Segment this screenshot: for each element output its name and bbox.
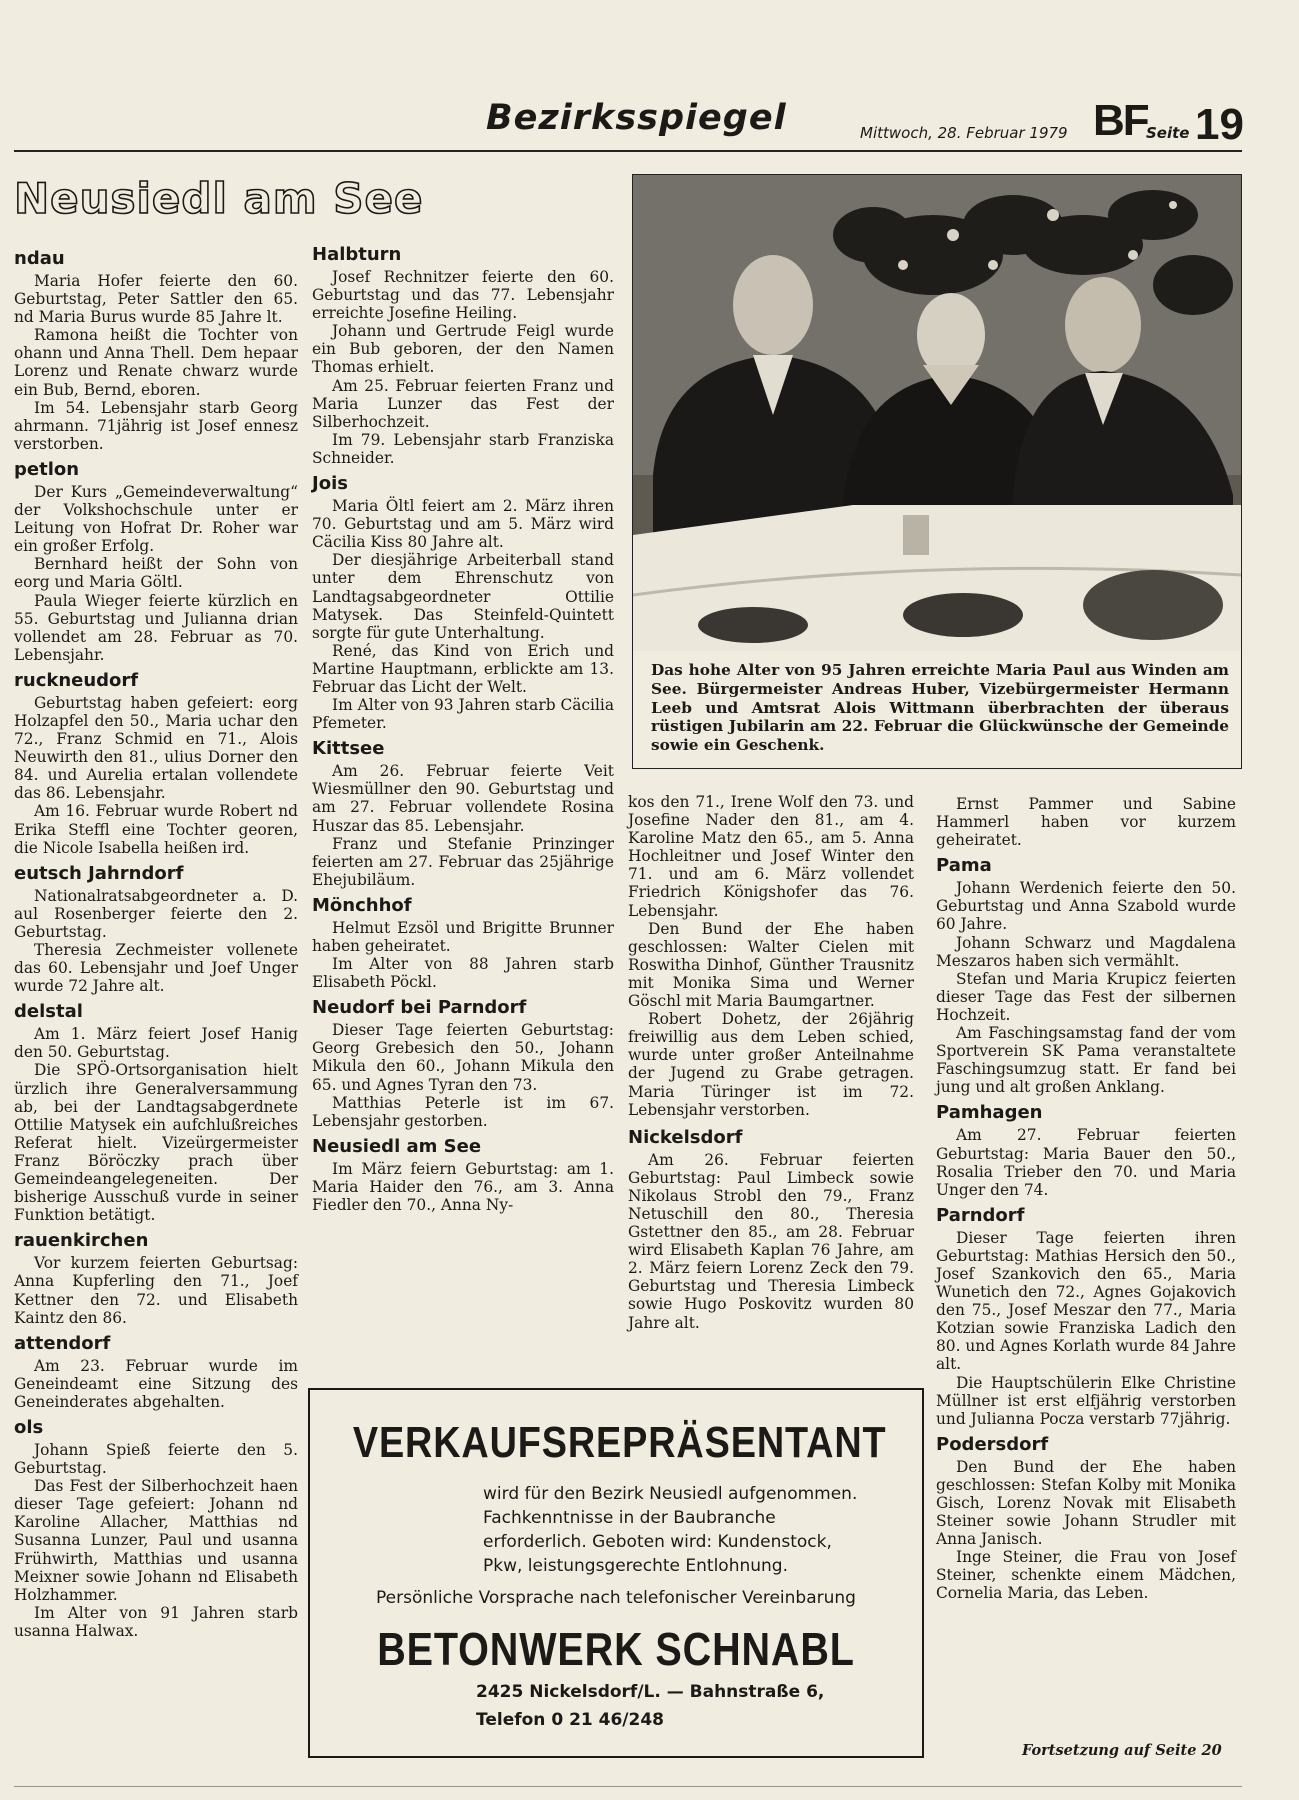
news-paragraph: Ramona heißt die Tochter von ohann und Anna Thell. Dem hepaar Lorenz und Renate chwarz wurde ein Bub, Bernd, eboren.	[14, 326, 298, 399]
local-heading: Neudorf bei Parndorf	[312, 997, 527, 1019]
local-heading: Nickelsdorf	[628, 1126, 743, 1148]
news-paragraph: Am 1. März feiert Josef Hanig den 50. Geburtstag.	[14, 1025, 298, 1062]
news-paragraph: Theresia Zechmeister vollenete das 60. Lebensjahr und Joef Unger wurde 72 Jahre alt.	[14, 941, 298, 996]
jubilee-photo	[633, 175, 1241, 651]
news-paragraph: Johann und Gertrude Feigl wurde ein Bub geboren, der den Namen Thomas erhielt.	[312, 322, 614, 377]
news-paragraph: Der diesjährige Arbeiterball stand unter dem Ehrenschutz von Landtagsabgeordneter Ottilie Matysek. Das Steinfeld-Quintett sorgte für gute Unterhaltung.	[312, 551, 614, 642]
news-paragraph: Im 54. Lebensjahr starb Georg ahrmann. 71jährig ist Josef ennesz verstorben.	[14, 398, 298, 453]
news-paragraph: Im März feiern Geburtstag: am 1. Maria Haider den 76., am 3. Anna Fiedler den 70., Anna Ny-	[312, 1159, 614, 1215]
local-heading: petlon	[14, 458, 80, 480]
column-4	[936, 795, 1236, 1603]
photo-box	[632, 174, 1242, 769]
news-paragraph: Am 23. Februar wurde im Geneindeamt eine Sitzung des Geneinderates abgehalten.	[14, 1356, 298, 1411]
news-paragraph: Helmut Ezsöl und Brigitte Brunner haben geheiratet.	[312, 918, 614, 955]
news-paragraph: Inge Steiner, die Frau von Josef Steiner, schenkte einem Mädchen, Cornelia Maria, das Leben.	[936, 1548, 1236, 1603]
local-heading: eutsch Jahrndorf	[14, 862, 184, 884]
local-heading: Pamhagen	[936, 1102, 1043, 1124]
news-paragraph: Dieser Tage feierten Geburtstag: Georg Grebesich den 50., Johann Mikula den 60., Johann Mikula den 65. und Agnes Tyran den 73.	[312, 1021, 614, 1094]
news-paragraph: Am 16. Februar wurde Robert nd Erika Steffl eine Tochter georen, die Nicole Isabella heißen ird.	[14, 802, 298, 857]
local-heading: ols	[14, 1416, 44, 1438]
news-paragraph: Der Kurs „Gemeindeverwaltung“ der Volkshochschule unter er Leitung von Hofrat Dr. Roher war ein großer Erfolg.	[14, 482, 298, 556]
news-paragraph: Das Fest der Silberhochzeit haen dieser Tage gefeiert: Johann nd Karoline Allacher, Matthias nd Susanna Lunzer, Paul und usanna Frühwirth, Matthias und usanna Meixner sowie Johann nd Elisabeth Holzhammer.	[14, 1477, 298, 1604]
news-paragraph: Josef Rechnitzer feierte den 60. Geburtstag und das 77. Lebensjahr erreichte Josefine Heiling.	[312, 268, 614, 323]
local-heading: Parndorf	[936, 1204, 1025, 1226]
news-paragraph: Ernst Pammer und Sabine Hammerl haben vor kurzem geheiratet.	[936, 795, 1236, 850]
newspaper-logo: BF	[1093, 96, 1148, 145]
news-paragraph: Johann Werdenich feierte den 50. Geburtstag und Anna Szabold wurde 60 Jahre.	[936, 879, 1236, 934]
local-heading: delstal	[14, 1001, 83, 1023]
news-paragraph: Franz und Stefanie Prinzinger feierten am 27. Februar das 25jährige Ehejubiläum.	[312, 834, 614, 889]
local-heading: rauenkirchen	[14, 1230, 149, 1252]
news-paragraph: kos den 71., Irene Wolf den 73. und Josefine Nader den 81., am 4. Karoline Matz den 65., am 5. Anna Hochleitner und Josef Winter den 71. und am 6. März vollendet Friedrich Königshofer das 76. Lebensjahr.	[628, 793, 914, 920]
news-paragraph: Bernhard heißt der Sohn von eorg und Maria Göltl.	[14, 555, 298, 592]
local-heading: Jois	[312, 473, 348, 495]
column-2	[312, 244, 614, 1214]
news-paragraph: Am 27. Februar feierten Geburtstag: Maria Bauer den 50., Rosalia Trieber den 70. und Maria Unger den 74.	[936, 1126, 1236, 1199]
news-paragraph: Geburtstag haben gefeiert: eorg Holzapfel den 50., Maria uchar den 72., Franz Schmid en 71., Alois Neuwirth den 81., ulius Dorner den 84. und Aurelia ertalan vollendete das 86. Lebensjahr.	[14, 693, 298, 803]
news-paragraph: Den Bund der Ehe haben geschlossen: Stefan Kolby mit Monika Gisch, Lorenz Novak mit Elisabeth Steiner sowie Johann Strudler mit Anna Janisch.	[936, 1457, 1236, 1549]
news-paragraph: René, das Kind von Erich und Martine Hauptmann, erblickte am 13. Februar das Licht der Welt.	[312, 641, 614, 696]
local-heading: Halbturn	[312, 244, 402, 265]
news-paragraph: Die Hauptschülerin Elke Christine Müllner ist erst elfjährig verstorben und Julianna Pocza verstarb 77jährig.	[936, 1373, 1236, 1428]
ad-phone: Telefon 0 21 46/248	[476, 1710, 664, 1730]
local-heading: attendorf	[14, 1332, 111, 1354]
news-paragraph: Stefan und Maria Krupicz feierten dieser Tage das Fest der silbernen Hochzeit.	[936, 969, 1236, 1024]
news-paragraph: Maria Öltl feiert am 2. März ihren 70. Geburtstag und am 5. März wird Cäcilia Kiss 80 Jahre alt.	[312, 497, 614, 552]
news-paragraph: Dieser Tage feierten ihren Geburtstag: Mathias Hersich den 50., Josef Szankovich den 65., Maria Wunetich den 72., Agnes Gojakovich den 75., Josef Meszar den 77., Maria Kotzian sowie Franziska Ladich den 80. und Agnes Korlath wurde 84 Jahre alt.	[936, 1228, 1237, 1374]
news-paragraph: Am 25. Februar feierten Franz und Maria Lunzer das Fest der Silberhochzeit.	[312, 376, 614, 431]
column-1	[14, 248, 298, 1640]
news-paragraph: Robert Dohetz, der 26jährig freiwillig aus dem Leben schied, wurde unter großer Anteilnahme der Jugend zu Grabe getragen. Maria Türinger ist im 72. Lebensjahr verstorben.	[628, 1010, 914, 1119]
ad-body: wird für den Bezirk Neusiedl aufgenommen. Fachkenntnisse in der Baubranche erforderlich. Geboten wird: Kundenstock, Pkw, leistungsgerechte Entlohnung.	[483, 1484, 858, 1576]
ad-address: 2425 Nickelsdorf/L. — Bahnstraße 6,	[476, 1682, 825, 1702]
news-paragraph: Am 26. Februar feierten Geburtstag: Paul Limbeck sowie Nikolaus Strobl den 79., Franz Netuschill den 80., Theresia Gstettner den 85., am 28. Februar wird Elisabeth Kaplan 76 Jahre, am 2. März feiern Lorenz Zeck den 79. Geburtstag und Theresia Limbeck sowie Hugo Poskovitz wurden 80 Jahre alt.	[628, 1150, 914, 1332]
page-number: 19	[1195, 100, 1244, 149]
local-heading: Podersdorf	[936, 1433, 1049, 1455]
section-title: Bezirksspiegel	[486, 98, 787, 138]
ad-title: VERKAUFSREPRÄSENTANT	[352, 1418, 887, 1467]
news-paragraph: Im Alter von 91 Jahren starb usanna Halwax.	[14, 1603, 298, 1640]
news-paragraph: Im 79. Lebensjahr starb Franziska Schneider.	[312, 430, 614, 467]
column-3	[628, 793, 914, 1332]
news-paragraph: Maria Hofer feierte den 60. Geburtstag, Peter Sattler den 65. nd Maria Burus wurde 85 Jahre lt.	[14, 272, 298, 327]
local-heading: Kittsee	[312, 738, 385, 760]
news-paragraph: Matthias Peterle ist im 67. Lebensjahr gestorben.	[312, 1093, 614, 1130]
issue-date: Mittwoch, 28. Februar 1979	[860, 124, 1068, 142]
local-heading: Pama	[936, 855, 992, 877]
local-heading: ruckneudorf	[14, 669, 139, 691]
page-label: Seite	[1146, 124, 1190, 142]
job-advertisement	[308, 1388, 924, 1758]
news-paragraph: Am 26. Februar feierte Veit Wiesmüllner den 90. Geburtstag und am 27. Februar vollendete Rosina Huszar das 85. Lebensjahr.	[312, 762, 614, 835]
news-paragraph: Paula Wieger feierte kürzlich en 55. Geburtstag und Julianna drian vollendet am 28. Februar as 70. Lebensjahr.	[14, 591, 298, 664]
photo-caption: Das hohe Alter von 95 Jahren erreichte Maria Paul aus Winden am See. Bürgermeister Andreas Huber, Vizebürgermeister Hermann Leeb und Amtsrat Alois Wittmann überbrachten der überaus rüstigen Jubilarin am 22. Februar die Glückwünsche der Gemeinde sowie ein Geschenk.	[651, 661, 1229, 755]
local-heading: Neusiedl am See	[312, 1135, 482, 1157]
news-paragraph: Im Alter von 93 Jahren starb Cäcilia Pfemeter.	[312, 696, 614, 733]
news-paragraph: Vor kurzem feierten Geburtsag: Anna Kupferling den 71., Joef Kettner den 72. und Elisabeth Kaintz den 86.	[14, 1254, 298, 1327]
news-paragraph: Im Alter von 88 Jahren starb Elisabeth Pöckl.	[312, 955, 614, 992]
local-heading: ndau	[14, 248, 65, 269]
district-title: Neusiedl am See	[14, 174, 424, 223]
ad-company: BETONWERK SCHNABL	[377, 1623, 855, 1675]
continuation-note: Fortsetzung auf Seite 20	[1022, 1742, 1222, 1759]
news-paragraph: Nationalratsabgeordneter a. D. aul Rosenberger feierte den 2. Geburtstag.	[14, 886, 298, 941]
news-paragraph: Die SPÖ-Ortsorganisation hielt ürzlich ihre Generalversammung ab, bei der Landtagsabgerdnete Ottilie Matysek ein aufchlußreiches Referat hielt. Vizeürgermeister Franz Böröczky prach über Gemeindeangelegeneiten. Der bisherige Ausschuß vurde in seiner Funktion betätigt.	[14, 1061, 298, 1225]
news-paragraph: Den Bund der Ehe haben geschlossen: Walter Cielen mit Roswitha Dinhof, Günther Trausnitz mit Monika Sima und Werner Göschl mit Maria Baumgartner.	[628, 919, 914, 1011]
news-paragraph: Johann Schwarz und Magdalena Meszaros haben sich vermählt.	[936, 933, 1236, 970]
bottom-rule	[14, 1786, 1242, 1787]
local-heading: Mönchhof	[312, 894, 412, 916]
ad-contact: Persönliche Vorsprache nach telefonischer Vereinbarung	[376, 1588, 856, 1608]
header-rule	[14, 150, 1242, 152]
news-paragraph: Am Faschingsamstag fand der vom Sportverein SK Pama veranstaltete Faschingsumzug statt. Er fand bei jung und alt großen Anklang.	[936, 1024, 1236, 1097]
news-paragraph: Johann Spieß feierte den 5. Geburtstag.	[14, 1440, 298, 1478]
